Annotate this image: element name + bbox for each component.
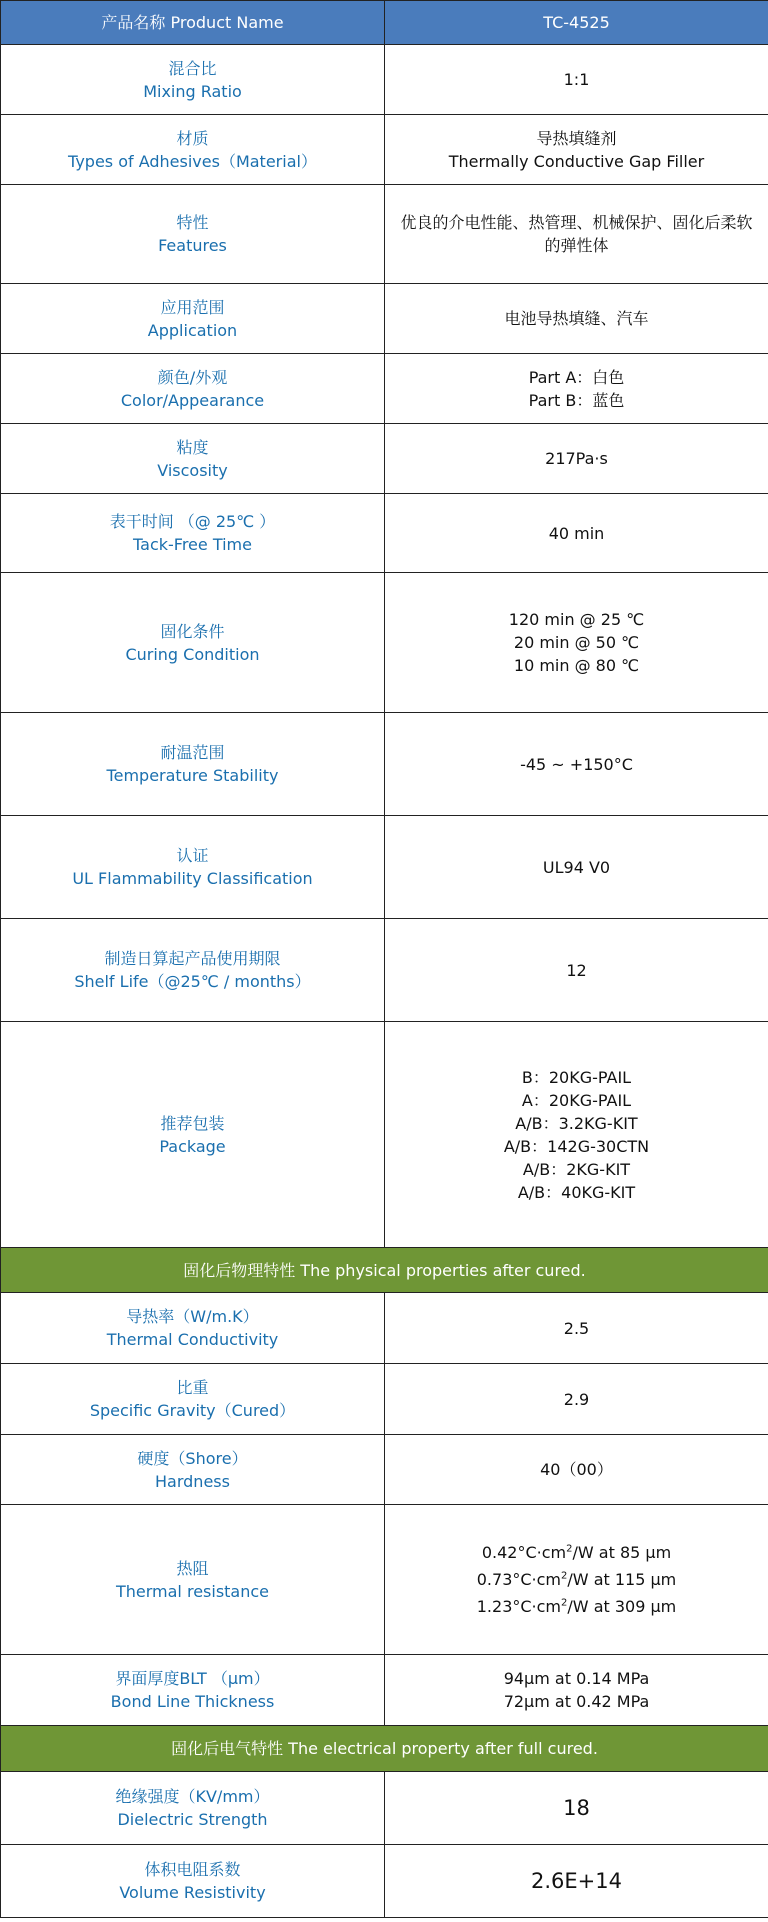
row-package	[1, 1022, 768, 1248]
label-tack-free-time: 表干时间 （@ 25℃ ） Tack-Free Time	[1, 494, 385, 573]
value-color: Part A：白色 Part B：蓝色	[385, 354, 768, 424]
row-application	[1, 284, 768, 354]
section-physical-title: 固化后物理特性 The physical properties after cured.	[1, 1248, 768, 1293]
row-thermal-conductivity	[1, 1293, 768, 1364]
label-mixing-ratio: 混合比 Mixing Ratio	[1, 45, 385, 115]
header-row	[1, 1, 768, 45]
label-ul-classification: 认证 UL Flammability Classification	[1, 816, 385, 919]
value-ul-classification: UL94 V0	[385, 816, 768, 919]
row-mixing-ratio	[1, 45, 768, 115]
thermal-resistance-line: $0.73^\circ C\cdot cm^2/W$ at 115 μm	[476, 1570, 677, 1589]
value-curing-condition: 120 min @ 25 ℃ 20 min @ 50 ℃ 10 min @ 80 ℃	[385, 573, 768, 713]
row-material	[1, 115, 768, 185]
header-product-name: 产品名称 Product Name	[1, 1, 385, 45]
value-application: 电池导热填缝、汽车	[385, 284, 768, 354]
value-specific-gravity: 2.9	[385, 1364, 768, 1435]
label-thermal-resistance: 热阻 Thermal resistance	[1, 1505, 385, 1655]
label-curing-condition: 固化条件 Curing Condition	[1, 573, 385, 713]
row-ul-classification	[1, 816, 768, 919]
row-dielectric-strength	[1, 1772, 768, 1845]
label-volume-resistivity: 体积电阻系数 Volume Resistivity	[1, 1845, 385, 1918]
value-thermal-resistance	[385, 1505, 768, 1655]
label-package: 推荐包装 Package	[1, 1022, 385, 1248]
label-dielectric-strength: 绝缘强度（KV/mm） Dielectric Strength	[1, 1772, 385, 1845]
row-bond-line-thickness	[1, 1655, 768, 1726]
row-volume-resistivity	[1, 1845, 768, 1918]
row-features	[1, 185, 768, 284]
value-shelf-life: 12	[385, 919, 768, 1022]
row-hardness	[1, 1435, 768, 1505]
value-features: 优良的介电性能、热管理、机械保护、固化后柔软的弹性体	[385, 185, 768, 284]
label-thermal-conductivity: 导热率（W/m.K） Thermal Conductivity	[1, 1293, 385, 1364]
row-viscosity	[1, 424, 768, 494]
header-model: TC-4525	[385, 1, 768, 45]
value-temperature-stability: -45 ~ +150°C	[385, 713, 768, 816]
label-features: 特性 Features	[1, 185, 385, 284]
value-thermal-conductivity: 2.5	[385, 1293, 768, 1364]
thermal-resistance-line: $1.23^\circ C\cdot cm^2/W$ at 309 μm	[476, 1597, 677, 1616]
label-temperature-stability: 耐温范围 Temperature Stability	[1, 713, 385, 816]
row-temperature-stability	[1, 713, 768, 816]
label-application: 应用范围 Application	[1, 284, 385, 354]
section-physical-row	[1, 1248, 768, 1293]
value-dielectric-strength: 18	[385, 1772, 768, 1845]
row-thermal-resistance	[1, 1505, 768, 1655]
label-material: 材质 Types of Adhesives（Material）	[1, 115, 385, 185]
value-bond-line-thickness: 94μm at 0.14 MPa 72μm at 0.42 MPa	[385, 1655, 768, 1726]
section-electrical-row	[1, 1726, 768, 1772]
value-volume-resistivity: 2.6E+14	[385, 1845, 768, 1918]
row-shelf-life	[1, 919, 768, 1022]
value-viscosity: 217Pa·s	[385, 424, 768, 494]
row-tack-free-time	[1, 494, 768, 573]
value-material: 导热填缝剂 Thermally Conductive Gap Filler	[385, 115, 768, 185]
section-electrical-title: 固化后电气特性 The electrical property after full cured.	[1, 1726, 768, 1772]
label-viscosity: 粘度 Viscosity	[1, 424, 385, 494]
label-color: 颜色/外观 Color/Appearance	[1, 354, 385, 424]
thermal-resistance-line: $0.42^\circ C\cdot cm^2/W$ at 85 μm	[481, 1543, 672, 1562]
label-specific-gravity: 比重 Specific Gravity（Cured）	[1, 1364, 385, 1435]
label-hardness: 硬度（Shore） Hardness	[1, 1435, 385, 1505]
value-hardness: 40（00）	[385, 1435, 768, 1505]
label-shelf-life: 制造日算起产品使用期限 Shelf Life（@25℃ / months）	[1, 919, 385, 1022]
row-curing-condition	[1, 573, 768, 713]
value-package: B：20KG-PAIL A：20KG-PAIL A/B：3.2KG-KIT A/B：142G-30CTN A/B：2KG-KIT A/B：40KG-KIT	[385, 1022, 768, 1248]
value-mixing-ratio: 1:1	[385, 45, 768, 115]
label-bond-line-thickness: 界面厚度BLT （μm） Bond Line Thickness	[1, 1655, 385, 1726]
value-tack-free-time: 40 min	[385, 494, 768, 573]
row-color	[1, 354, 768, 424]
row-specific-gravity	[1, 1364, 768, 1435]
